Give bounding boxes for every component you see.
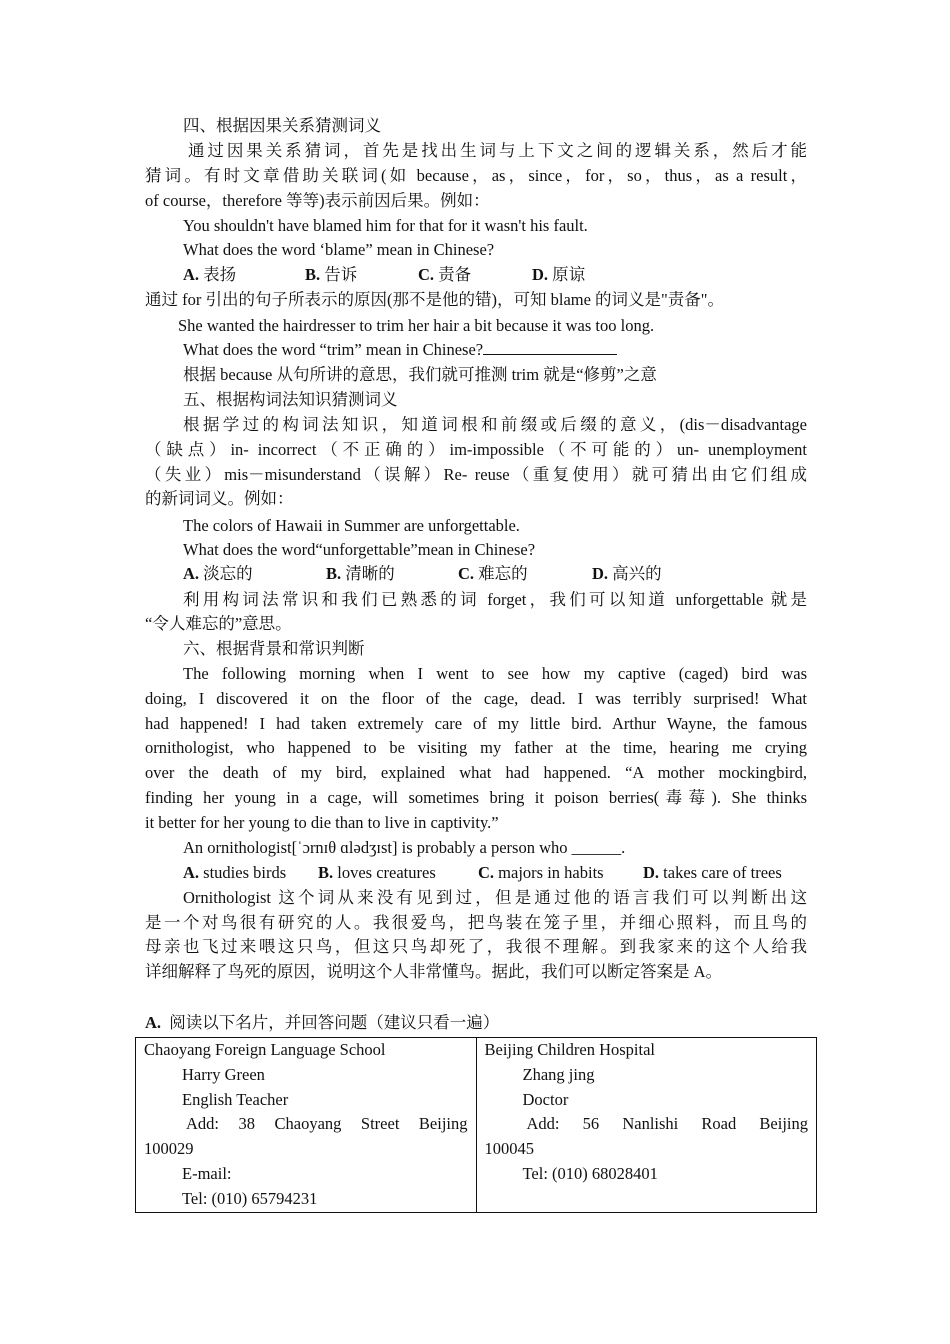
card-name: Zhang jing — [522, 1064, 595, 1084]
option-a: A. studies birds — [183, 863, 287, 882]
answer-blank — [483, 340, 617, 355]
section4-intro-line: 猜词。有时文章借助关联词(如 because，as，since，for，so，thus，as a result， — [145, 166, 807, 185]
explanation: Ornithologist 这个词从来没有见到过，但是通过他的语言我们可以判断出这 — [183, 888, 807, 907]
card-organization: Beijing Children Hospital — [484, 1040, 655, 1059]
option-d: D. 高兴的 — [592, 564, 662, 583]
explanation: 利用构词法常识和我们已熟悉的词 forget，我们可以知道 unforgettable 就是 — [183, 590, 807, 609]
explanation: 通过 for 引出的句子所表示的原因(那不是他的错)，可知 blame 的词义是"责备"。 — [145, 290, 725, 309]
part-a-instruction: A. 阅读以下名片，并回答问题（建议只看一遍） — [145, 1013, 500, 1032]
explanation: 详细解释了鸟死的原因，说明这个人非常懂鸟。据此，我们可以断定答案是 A。 — [145, 962, 723, 981]
answer-options — [183, 263, 807, 288]
business-card-right — [476, 1038, 817, 1213]
explanation: 是一个对鸟很有研究的人。我很爱鸟，把鸟装在笼子里，并细心照料，而且鸟的 — [145, 913, 807, 932]
passage-line: doing, I discovered it on the floor of the cage, dead. I was terribly surprised! What — [145, 689, 807, 708]
passage-line: The following morning when I went to see how my captive (caged) bird was — [183, 664, 807, 683]
section4-intro-line: of course，therefore 等等)表示前因后果。例如： — [145, 191, 490, 210]
business-cards-table — [135, 1037, 817, 1213]
passage-line: ornithologist, who happened to be visiting my father at the time, hearing me crying — [145, 738, 807, 757]
section4-heading: 四、根据因果关系猜测词义 — [183, 116, 381, 135]
explanation: “令人难忘的”意思。 — [145, 614, 292, 633]
example-question: What does the word ‘blame” mean in Chinese? — [183, 240, 495, 259]
explanation: 根据 because 从句所讲的意思，我们就可推测 trim 就是“修剪”之意 — [183, 365, 657, 384]
option-c: C. majors in habits — [478, 863, 604, 882]
option-d: D. 原谅 — [532, 265, 586, 284]
option-a: A. 表扬 — [183, 265, 237, 284]
option-b: B. 清晰的 — [326, 564, 395, 583]
example-sentence: You shouldn't have blamed him for that for it wasn't his fault. — [183, 216, 588, 235]
card-name: Harry Green — [182, 1064, 265, 1084]
card-title: Doctor — [522, 1089, 569, 1109]
example-question: What does the word“unforgettable”mean in Chinese? — [183, 540, 536, 559]
option-b: B. loves creatures — [318, 863, 436, 882]
card-tel: Tel: (010) 68028401 — [522, 1163, 658, 1183]
card-postcode: 100029 — [144, 1139, 194, 1159]
card-tel: Tel: (010) 65794231 — [182, 1188, 318, 1208]
option-c: C. 难忘的 — [458, 564, 528, 583]
option-c: C. 责备 — [418, 265, 472, 284]
section5-intro-line: （缺点）in- incorrect（不正确的）im-impossible（不可能的）un- unemployment — [145, 440, 807, 459]
section4-intro-line: 通过因果关系猜词，首先是找出生词与上下文之间的逻辑关系，然后才能 — [188, 141, 807, 160]
card-title: English Teacher — [182, 1089, 289, 1109]
section5-intro-line: （失业）mis－misunderstand（误解）Re- reuse（重复使用）就可猜出由它们组成 — [145, 465, 807, 484]
example-sentence: She wanted the hairdresser to trim her hair a bit because it was too long. — [178, 316, 655, 335]
example-question: What does the word “trim” mean in Chinese? — [183, 338, 807, 363]
card-postcode: 100045 — [484, 1139, 534, 1159]
business-card-left — [136, 1038, 477, 1213]
question: An ornithologist[ˈɔrnɪθ ɑlədʒɪst] is probably a person who ______. — [183, 838, 626, 857]
option-d: D. takes care of trees — [643, 863, 782, 882]
card-address: Add: 56 Nanlishi Road Beijing — [526, 1114, 808, 1134]
passage-line: it better for her young to die than to live in captivity.” — [145, 813, 499, 832]
option-b: B. 告诉 — [305, 265, 358, 284]
section5-heading: 五、根据构词法知识猜测词义 — [183, 390, 398, 409]
card-email: E-mail: — [182, 1163, 232, 1183]
answer-options — [183, 861, 807, 886]
card-address: Add: 38 Chaoyang Street Beijing — [186, 1114, 468, 1134]
passage-line: had happened! I had taken extremely care of my little bird. Arthur Wayne, the famous — [145, 714, 807, 733]
answer-options — [183, 562, 807, 587]
option-a: A. 淡忘的 — [183, 564, 253, 583]
passage-line: finding her young in a cage, will sometimes bring it poison berries(毒莓). She thinks — [145, 788, 807, 807]
card-organization: Chaoyang Foreign Language School — [144, 1040, 386, 1059]
section6-heading: 六、根据背景和常识判断 — [183, 639, 365, 658]
explanation: 母亲也飞过来喂这只鸟，但这只鸟却死了，我很不理解。到我家来的这个人给我 — [145, 937, 807, 956]
example-sentence: The colors of Hawaii in Summer are unforgettable. — [183, 516, 520, 535]
section5-intro-line: 的新词词义。例如： — [145, 489, 294, 508]
section5-intro-line: 根据学过的构词法知识，知道词根和前缀或后缀的意义，(dis－disadvantage — [183, 415, 807, 434]
passage-line: over the death of my bird, explained what had happened. “A mother mockingbird, — [145, 763, 807, 782]
